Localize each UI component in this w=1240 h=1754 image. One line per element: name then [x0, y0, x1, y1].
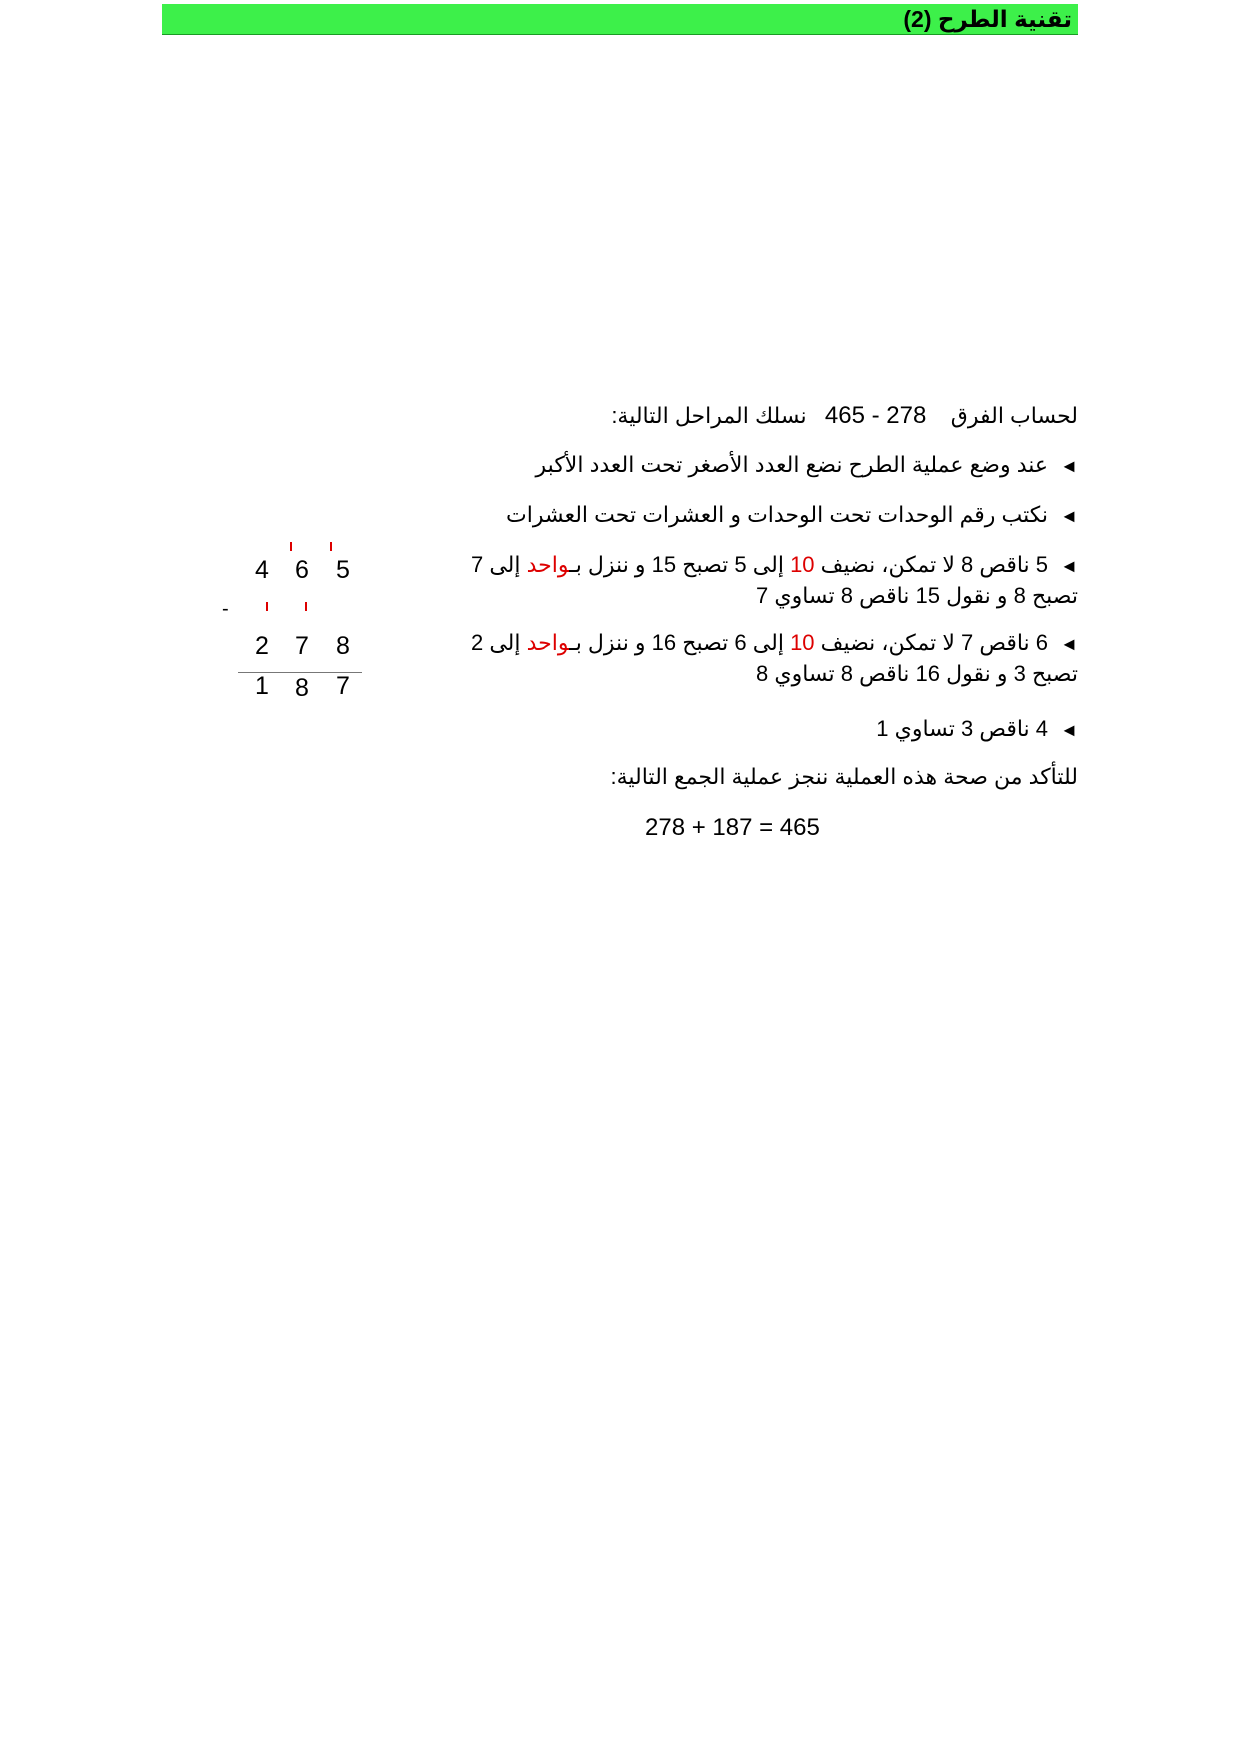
- intro-line: [611, 402, 1078, 430]
- step-3-part-2: إلى 5 تصبح 15 و ننزل بـ: [569, 552, 784, 577]
- intro-expression: 465 - 278: [824, 402, 927, 429]
- bottom-digit-hundreds: 2: [255, 632, 269, 660]
- step-4: [438, 628, 1078, 689]
- step-4-ten: 10: [790, 630, 815, 655]
- step-4-part-1: 6 ناقص 7 لا تمكن، نضيف: [820, 630, 1049, 655]
- page-title: تقنية الطرح (2): [903, 6, 1072, 32]
- check-text: للتأكد من صحة هذه العملية ننجز عملية الجمع التالية:: [610, 764, 1078, 789]
- step-4-line-1: [438, 628, 1078, 659]
- step-1: [536, 452, 1078, 478]
- intro-suffix: نسلك المراحل التالية:: [611, 403, 807, 428]
- step-5-text: 4 ناقص 3 تساوي 1: [876, 716, 1049, 741]
- step-1-text: عند وضع عملية الطرح نضع العدد الأصغر تحت العدد الأكبر: [535, 452, 1049, 477]
- bullet-icon: ◄: [1060, 506, 1078, 526]
- borrow-tick: [330, 542, 332, 551]
- result-digit-units: 7: [336, 672, 350, 700]
- top-digit-hundreds: 4: [255, 556, 269, 584]
- bottom-digit-units: 8: [336, 632, 350, 660]
- borrow-tick: [305, 602, 307, 611]
- step-3-part-3: إلى 7: [470, 552, 521, 577]
- borrow-tick: [266, 602, 268, 611]
- borrow-tick: [290, 542, 292, 551]
- step-3-ten: 10: [790, 552, 815, 577]
- step-5: [876, 716, 1078, 742]
- step-4-one: واحد: [526, 630, 570, 655]
- bullet-icon: ◄: [1060, 720, 1078, 740]
- step-2-text: نكتب رقم الوحدات تحت الوحدات و العشرات تحت العشرات: [506, 502, 1049, 527]
- top-digit-tens: 6: [295, 556, 309, 584]
- step-3-line-1: [438, 550, 1078, 581]
- intro-prefix: لحساب الفرق: [950, 403, 1078, 428]
- result-digit-hundreds: 1: [255, 672, 269, 700]
- bullet-icon: ◄: [1060, 556, 1078, 576]
- step-2: [506, 502, 1078, 528]
- step-4-part-3: إلى 2: [470, 630, 521, 655]
- step-3: [438, 550, 1078, 611]
- bullet-icon: ◄: [1060, 634, 1078, 654]
- title-bar: [162, 4, 1078, 35]
- bottom-digit-tens: 7: [295, 632, 309, 660]
- result-digit-tens: 8: [295, 674, 309, 702]
- step-3-line-2: تصبح 8 و نقول 15 ناقص 8 تساوي 7: [755, 583, 1078, 608]
- step-4-line-2: تصبح 3 و نقول 16 ناقص 8 تساوي 8: [755, 661, 1078, 686]
- step-4-part-2: إلى 6 تصبح 16 و ننزل بـ: [569, 630, 784, 655]
- bullet-icon: ◄: [1060, 456, 1078, 476]
- top-digit-units: 5: [336, 556, 350, 584]
- minus-sign: -: [222, 598, 229, 620]
- step-3-part-1: 5 ناقص 8 لا تمكن، نضيف: [820, 552, 1049, 577]
- step-3-one: واحد: [526, 552, 570, 577]
- check-formula: 278 + 187 = 465: [645, 814, 820, 841]
